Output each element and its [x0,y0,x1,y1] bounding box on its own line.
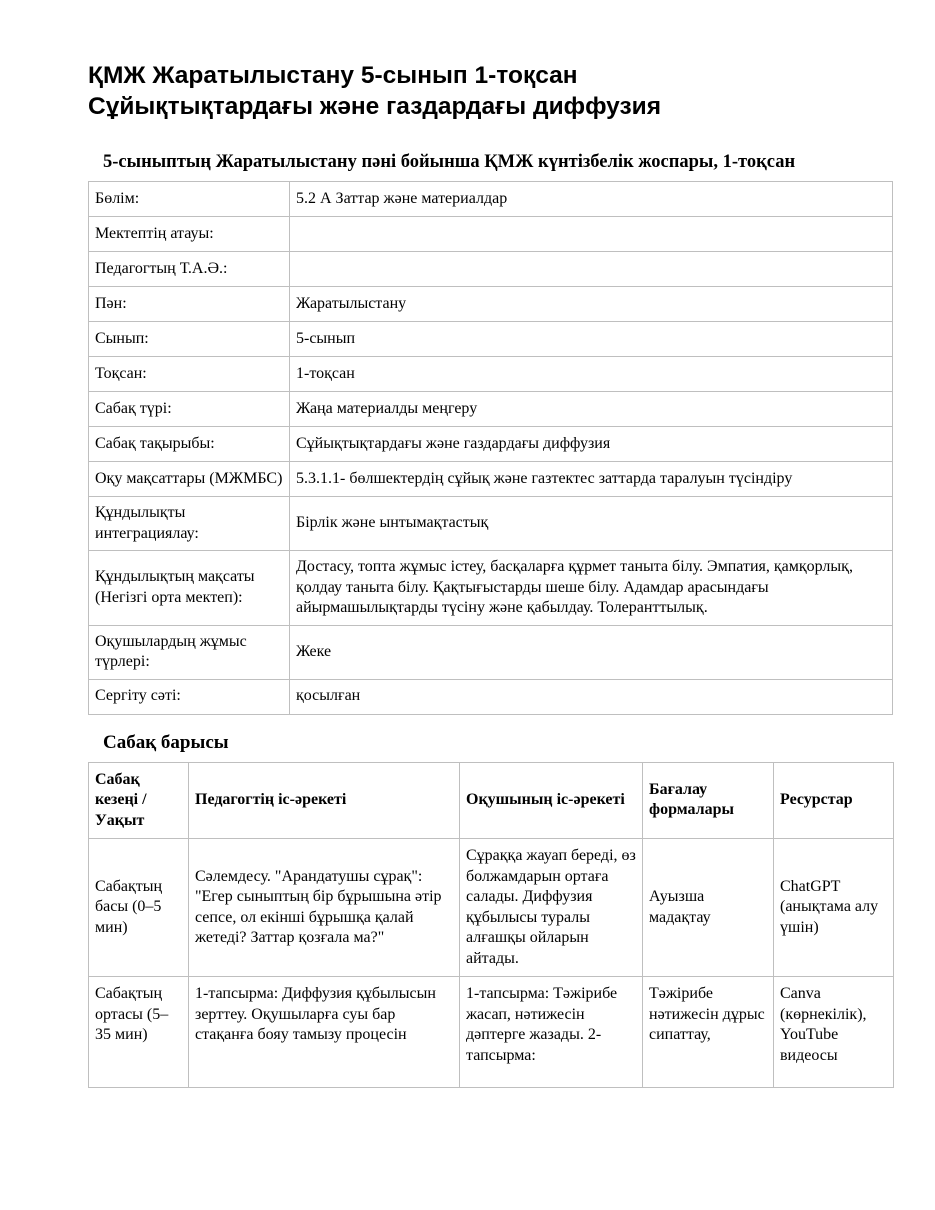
table-row [89,551,893,626]
column-header-assessment: Бағалау формалары [643,762,774,839]
info-label: Оқушылардың жұмыс түрлері: [89,625,290,679]
info-label: Сабақ түрі: [89,392,290,427]
lesson-flow-table [88,762,894,1089]
info-label: Бөлім: [89,182,290,217]
table-row [89,497,893,551]
table-row [89,287,893,322]
info-value: Бірлік және ынтымақтастық [290,497,893,551]
info-value: Жаратылыстану [290,287,893,322]
table-row [89,977,894,1088]
stage-cell [89,977,189,1088]
table-row [89,357,893,392]
info-label: Оқу мақсаттары (МЖМБС) [89,462,290,497]
document-page [88,60,893,1088]
table-row [89,392,893,427]
table-row [89,322,893,357]
stage-cell: Сабақтың басы (0–5 мин) [89,839,189,977]
info-value: 5.2 А Заттар және материалдар [290,182,893,217]
title-line-2: Сұйықтықтардағы және газдардағы диффузия [88,93,662,120]
table-row [89,182,893,217]
column-header-resources: Ресурстар [774,762,894,839]
assessment-text: Тәжірибе нәтижесін дұрыс сипаттау, [649,985,765,1043]
info-value: Достасу, топта жұмыс істеу, басқаларға құрмет таныта білу. Эмпатия, қамқорлық, қолдау таныта білу. Қақтығыстарды шеше білу. Адамдар арасындағы айырмашылықтарды түсіну және қабылдау. Толеранттылық. [290,551,893,626]
student-text: 1-тапсырма: Тәжірибе жасап, нәтижесін дәптерге жазады. 2-тапсырма: [466,985,618,1064]
document-title [88,60,893,122]
info-value: қосылған [290,679,893,714]
info-label: Құндылықтың мақсаты (Негізгі орта мектеп): [89,551,290,626]
info-value [290,217,893,252]
table-row [89,427,893,462]
plan-heading: 5-сыныптың Жаратылыстану пәні бойынша ҚМЖ күнтізбелік жоспары, 1-тоқсан [103,152,796,172]
table-row [89,252,893,287]
assessment-cell: Ауызша мадақтау [643,839,774,977]
table-header-row [89,762,894,839]
resources-cell [774,977,894,1088]
info-value: Жеке [290,625,893,679]
info-label: Педагогтың Т.А.Ә.: [89,252,290,287]
column-header-stage: Сабақ кезеңі / Уақыт [89,762,189,839]
info-label: Сергіту сәті: [89,679,290,714]
info-label: Пән: [89,287,290,322]
info-value: 1-тоқсан [290,357,893,392]
resources-cell: ChatGPT (анықтама алу үшін) [774,839,894,977]
info-label: Мектептің атауы: [89,217,290,252]
table-row [89,217,893,252]
table-row [89,462,893,497]
info-label: Құндылықты интеграциялау: [89,497,290,551]
column-header-student: Оқушының іс-әрекеті [460,762,643,839]
info-label: Тоқсан: [89,357,290,392]
lesson-info-table [88,181,893,715]
stage-text: Сабақтың ортасы (5–35 мин) [95,985,169,1043]
info-value: Сұйықтықтардағы және газдардағы диффузия [290,427,893,462]
lesson-heading: Сабақ барысы [103,731,229,753]
assessment-cell [643,977,774,1088]
column-header-teacher: Педагогтің іс-әрекеті [189,762,460,839]
table-row [89,679,893,714]
table-row [89,625,893,679]
teacher-text: 1-тапсырма: Диффузия құбылысын зерттеу. Оқушыларға суы бар стақанға бояу тамызу процесін [195,985,436,1043]
info-value: 5.3.1.1- бөлшектердің сұйық және газтектес заттарда таралуын түсіндіру [290,462,893,497]
info-value: Жаңа материалды меңгеру [290,392,893,427]
info-label: Сынып: [89,322,290,357]
table-row [89,839,894,977]
student-cell [460,977,643,1088]
info-value: 5-сынып [290,322,893,357]
info-label: Сабақ тақырыбы: [89,427,290,462]
teacher-cell: Сәлемдесу. "Арандатушы сұрақ": "Егер сыныптың бір бұрышына әтір сепсе, ол екінші бұрышқа қалай жетеді? Заттар қозғала ма?" [189,839,460,977]
info-value [290,252,893,287]
title-line-1: ҚМЖ Жаратылыстану 5-сынып 1-тоқсан [88,62,578,89]
student-cell: Сұраққа жауап береді, өз болжамдарын ортаға салады. Диффузия құбылысы туралы алғашқы ойларын айтады. [460,839,643,977]
teacher-cell [189,977,460,1088]
resources-text: Canva (көрнекілік), YouTube видеосы [780,985,867,1064]
